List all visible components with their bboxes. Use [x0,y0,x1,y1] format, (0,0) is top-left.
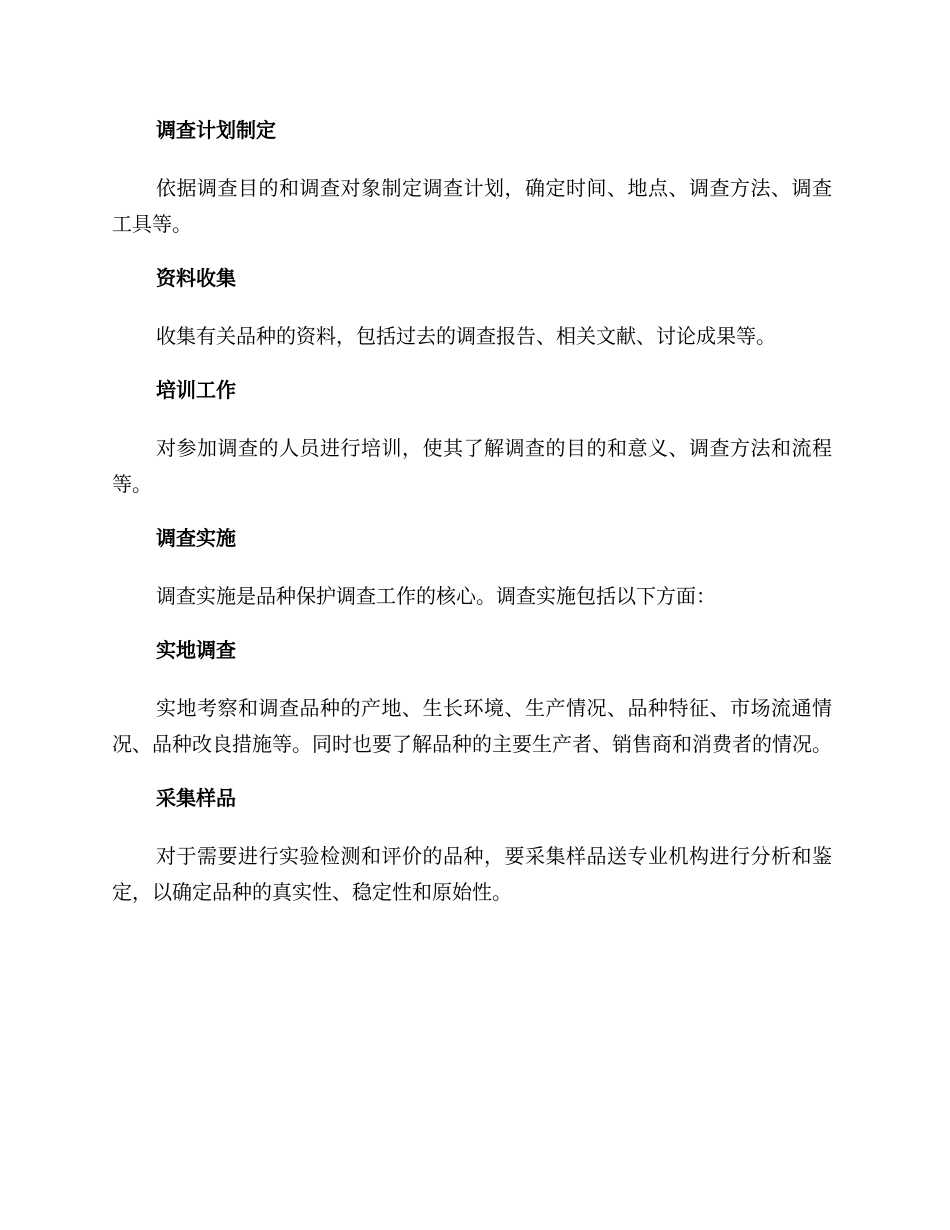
section-heading-implementation: 调查实施 [156,526,236,550]
section-paragraph-data-collection: 收集有关品种的资料，包括过去的调查报告、相关文献、讨论成果等。 [156,324,776,348]
section-paragraph-implementation: 调查实施是品种保护调查工作的核心。调查实施包括以下方面： [156,584,716,608]
section-heading-sample-collection: 采集样品 [156,786,236,810]
section-heading-training: 培训工作 [156,378,236,402]
document-body [112,112,832,910]
section-heading-survey-plan: 调查计划制定 [156,118,276,142]
section-paragraph-training: 对参加调查的人员进行培训，使其了解调查的目的和意义、调查方法和流程等。 [112,436,832,496]
section-heading-data-collection: 资料收集 [156,266,236,290]
section-paragraph-sample-collection: 对于需要进行实验检测和评价的品种，要采集样品送专业机构进行分析和鉴定，以确定品种的真实性、稳定性和原始性。 [112,844,832,904]
section-paragraph-field-survey: 实地考察和调查品种的产地、生长环境、生产情况、品种特征、市场流通情况、品种改良措施等。同时也要了解品种的主要生产者、销售商和消费者的情况。 [112,696,832,756]
section-heading-field-survey: 实地调查 [156,638,236,662]
section-paragraph-survey-plan: 依据调查目的和调查对象制定调查计划，确定时间、地点、调查方法、调查工具等。 [112,176,832,236]
